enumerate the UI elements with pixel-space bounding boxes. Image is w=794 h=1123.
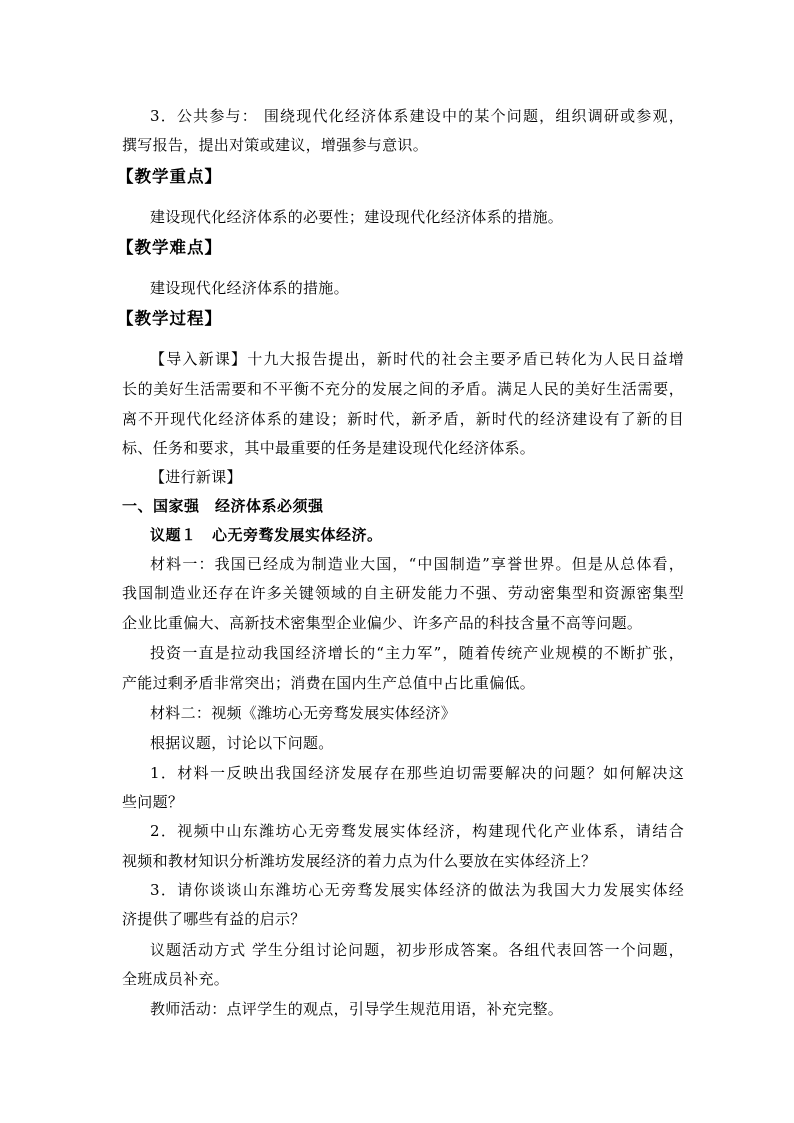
question-three-line-1: 3．请你谈谈山东潍坊心无旁骛发展实体经济的做法为我国大力发展实体经 bbox=[150, 881, 684, 899]
topic-one-title: 议题１ 心无旁骛发展实体经济。 bbox=[150, 526, 383, 544]
intro-paragraph-line-1: 【导入新课】十九大报告提出，新时代的社会主要矛盾已转化为人民日益增 bbox=[150, 350, 684, 368]
activity-method-line-2: 全班成员补充。 bbox=[122, 970, 230, 988]
public-participation-line-1: 3．公共参与： 围绕现代化经济体系建设中的某个问题，组织调研或参观， bbox=[150, 107, 684, 125]
investment-line-2: 产能过剩矛盾非常突出；消费在国内生产总值中占比重偏低。 bbox=[122, 674, 536, 692]
question-one-line-2: 些问题？ bbox=[122, 793, 184, 811]
intro-paragraph-line-4: 标、任务和要求，其中最重要的任务是建设现代化经济体系。 bbox=[122, 439, 536, 457]
heading-teaching-focus: 【教学重点】 bbox=[117, 167, 222, 186]
material-one-line-1: 材料一：我国已经成为制造业大国，“中国制造”享誉世界。但是从总体看， bbox=[150, 555, 684, 573]
intro-paragraph-line-2: 长的美好生活需要和不平衡不充分的发展之间的矛盾。满足人民的美好生活需要， bbox=[122, 380, 684, 398]
new-lesson-label: 【进行新课】 bbox=[150, 468, 242, 486]
intro-paragraph-line-3: 离不开现代化经济体系的建设；新时代，新矛盾，新时代的经济建设有了新的目 bbox=[122, 410, 684, 428]
question-one-line-1: 1．材料一反映出我国经济发展存在那些迫切需要解决的问题？如何解决这 bbox=[150, 764, 684, 782]
heading-teaching-difficulty: 【教学难点】 bbox=[117, 238, 222, 257]
investment-line-1: 投资一直是拉动我国经济增长的“主力军”，随着传统产业规模的不断扩张， bbox=[150, 644, 684, 662]
question-two-line-2: 视频和教材知识分析潍坊发展经济的着力点为什么要放在实体经济上？ bbox=[122, 852, 597, 870]
discussion-intro: 根据议题，讨论以下问题。 bbox=[150, 734, 334, 752]
public-participation-line-2: 撰写报告，提出对策或建议，增强参与意识。 bbox=[122, 136, 429, 154]
material-two-text: 材料二：视频《潍坊心无旁骛发展实体经济》 bbox=[150, 704, 457, 722]
activity-method-line-1: 议题活动方式 学生分组讨论问题，初步形成答案。各组代表回答一个问题， bbox=[150, 941, 684, 959]
material-one-line-3: 企业比重偏大、高新技术密集型企业偏少、许多产品的科技含量不高等问题。 bbox=[122, 614, 643, 632]
question-three-line-2: 济提供了哪些有益的启示？ bbox=[122, 910, 306, 928]
teaching-difficulty-text: 建设现代化经济体系的措施。 bbox=[150, 279, 349, 297]
section-one-title: 一、国家强 经济体系必须强 bbox=[122, 497, 324, 515]
material-one-line-2: 我国制造业还存在许多关键领域的自主研发能力不强、劳动密集型和资源密集型 bbox=[122, 584, 684, 602]
teaching-focus-text: 建设现代化经济体系的必要性；建设现代化经济体系的措施。 bbox=[150, 208, 564, 226]
teacher-activity-text: 教师活动：点评学生的观点，引导学生规范用语，补充完整。 bbox=[150, 1000, 564, 1018]
heading-teaching-process: 【教学过程】 bbox=[117, 309, 222, 328]
question-two-line-1: 2．视频中山东潍坊心无旁骛发展实体经济，构建现代化产业体系，请结合 bbox=[150, 822, 684, 840]
